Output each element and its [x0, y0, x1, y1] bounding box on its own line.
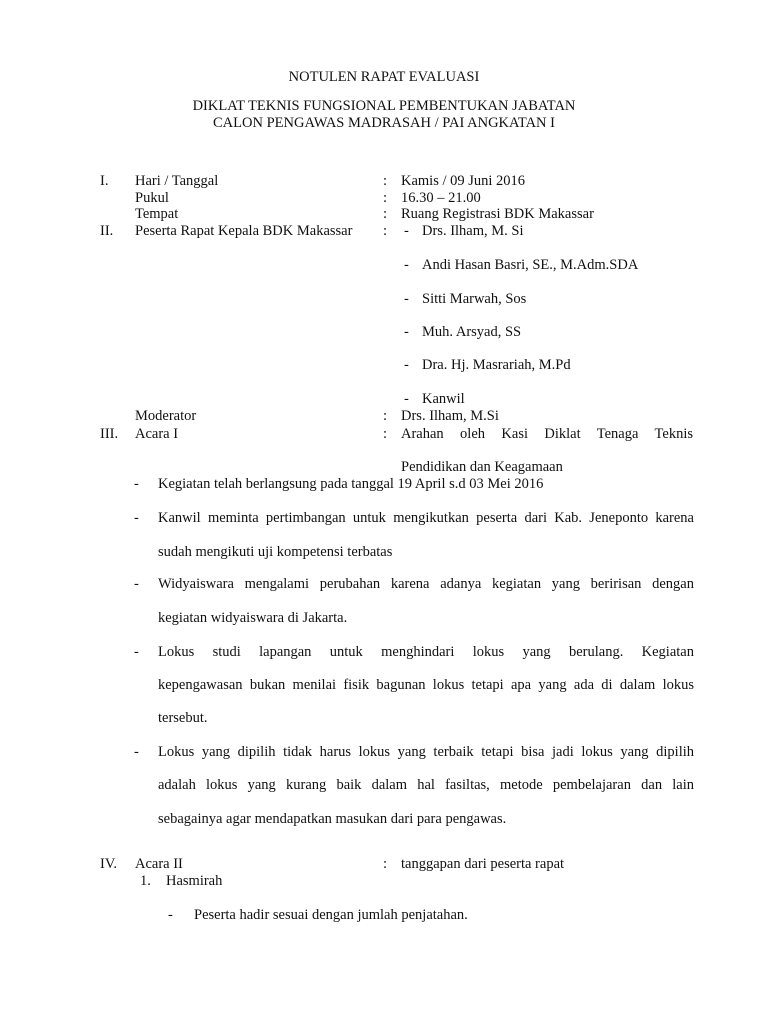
- agenda1-value-line1: Arahan oleh Kasi Diklat Tenaga Teknis: [401, 426, 693, 442]
- document-subtitle-line2: CALON PENGAWAS MADRASAH / PAI ANGKATAN I: [213, 115, 555, 131]
- section-number: III.: [100, 426, 119, 442]
- dash: -: [404, 223, 409, 239]
- agenda1-label: Acara I: [135, 426, 179, 442]
- time-label: Pukul: [135, 190, 169, 206]
- colon: :: [383, 408, 388, 424]
- dash: -: [404, 257, 409, 273]
- agenda2-value: tanggapan dari peserta rapat: [401, 856, 565, 872]
- bullet-text: sebagainya agar mendapatkan masukan dari para pengawas.: [158, 811, 507, 827]
- document-subtitle-line1: DIKLAT TEKNIS FUNGSIONAL PEMBENTUKAN JABATAN: [192, 98, 576, 114]
- moderator-value: Drs. Ilham, M.Si: [401, 408, 499, 424]
- place-value: Ruang Registrasi BDK Makassar: [401, 206, 594, 222]
- bullet-text: kepengawasan bukan menilai fisik bagunan lokus tetapi apa yang ada di dalam lokus: [158, 677, 694, 693]
- colon: :: [383, 426, 388, 442]
- dash: -: [404, 391, 409, 407]
- colon: :: [383, 206, 388, 222]
- bullet-text: Lokus yang dipilih tidak harus lokus yang terbaik tetapi bisa jadi lokus yang dipilih: [158, 744, 694, 760]
- bullet-text: kegiatan widyaiswara di Jakarta.: [158, 610, 348, 626]
- colon: :: [383, 173, 388, 189]
- moderator-label: Moderator: [135, 408, 197, 424]
- item-name: Hasmirah: [166, 873, 223, 889]
- participant-name: Muh. Arsyad, SS: [422, 324, 522, 340]
- participant-name: Dra. Hj. Masrariah, M.Pd: [422, 357, 571, 373]
- agenda2-label: Acara II: [135, 856, 183, 872]
- bullet-text: sudah mengikuti uji kompetensi terbatas: [158, 544, 393, 560]
- bullet-text: Kanwil meminta pertimbangan untuk mengikutkan peserta dari Kab. Jeneponto karena: [158, 510, 694, 526]
- participant-name: Sitti Marwah, Sos: [422, 291, 527, 307]
- participant-name: Kanwil: [422, 391, 465, 407]
- bullet-dash: -: [134, 644, 139, 660]
- bullet-text: tersebut.: [158, 710, 208, 726]
- bullet-text: adalah lokus yang kurang baik dalam hal fasiltas, metode pembelajaran dan lain: [158, 777, 694, 793]
- participant-name: Andi Hasan Basri, SE., M.Adm.SDA: [422, 257, 639, 273]
- dash: -: [404, 324, 409, 340]
- bullet-dash: -: [134, 510, 139, 526]
- colon: :: [383, 223, 388, 239]
- day-date-value: Kamis / 09 Juni 2016: [401, 173, 526, 189]
- colon: :: [383, 856, 388, 872]
- participants-label: Peserta Rapat Kepala BDK Makassar: [135, 223, 353, 239]
- day-date-label: Hari / Tanggal: [135, 173, 219, 189]
- bullet-dash: -: [134, 576, 139, 592]
- section-number: II.: [100, 223, 114, 239]
- section-number: IV.: [100, 856, 118, 872]
- bullet-text: Lokus studi lapangan untuk menghindari lokus yang berulang. Kegiatan: [158, 644, 694, 660]
- participant-name: Drs. Ilham, M. Si: [422, 223, 524, 239]
- bullet-text: Peserta hadir sesuai dengan jumlah penjatahan.: [194, 907, 468, 923]
- bullet-dash: -: [134, 744, 139, 760]
- section-number: I.: [100, 173, 109, 189]
- document-title: NOTULEN RAPAT EVALUASI: [288, 69, 480, 85]
- bullet-text: Widyaiswara mengalami perubahan karena adanya kegiatan yang beririsan dengan: [158, 576, 694, 592]
- bullet-dash: -: [134, 476, 139, 492]
- item-number: 1.: [140, 873, 151, 889]
- bullet-text: Kegiatan telah berlangsung pada tanggal 19 April s.d 03 Mei 2016: [158, 476, 544, 492]
- time-value: 16.30 – 21.00: [401, 190, 481, 206]
- dash: -: [404, 357, 409, 373]
- dash: -: [404, 291, 409, 307]
- place-label: Tempat: [135, 206, 179, 222]
- colon: :: [383, 190, 388, 206]
- bullet-dash: -: [168, 907, 173, 923]
- agenda1-value-line2: Pendidikan dan Keagamaan: [401, 459, 563, 475]
